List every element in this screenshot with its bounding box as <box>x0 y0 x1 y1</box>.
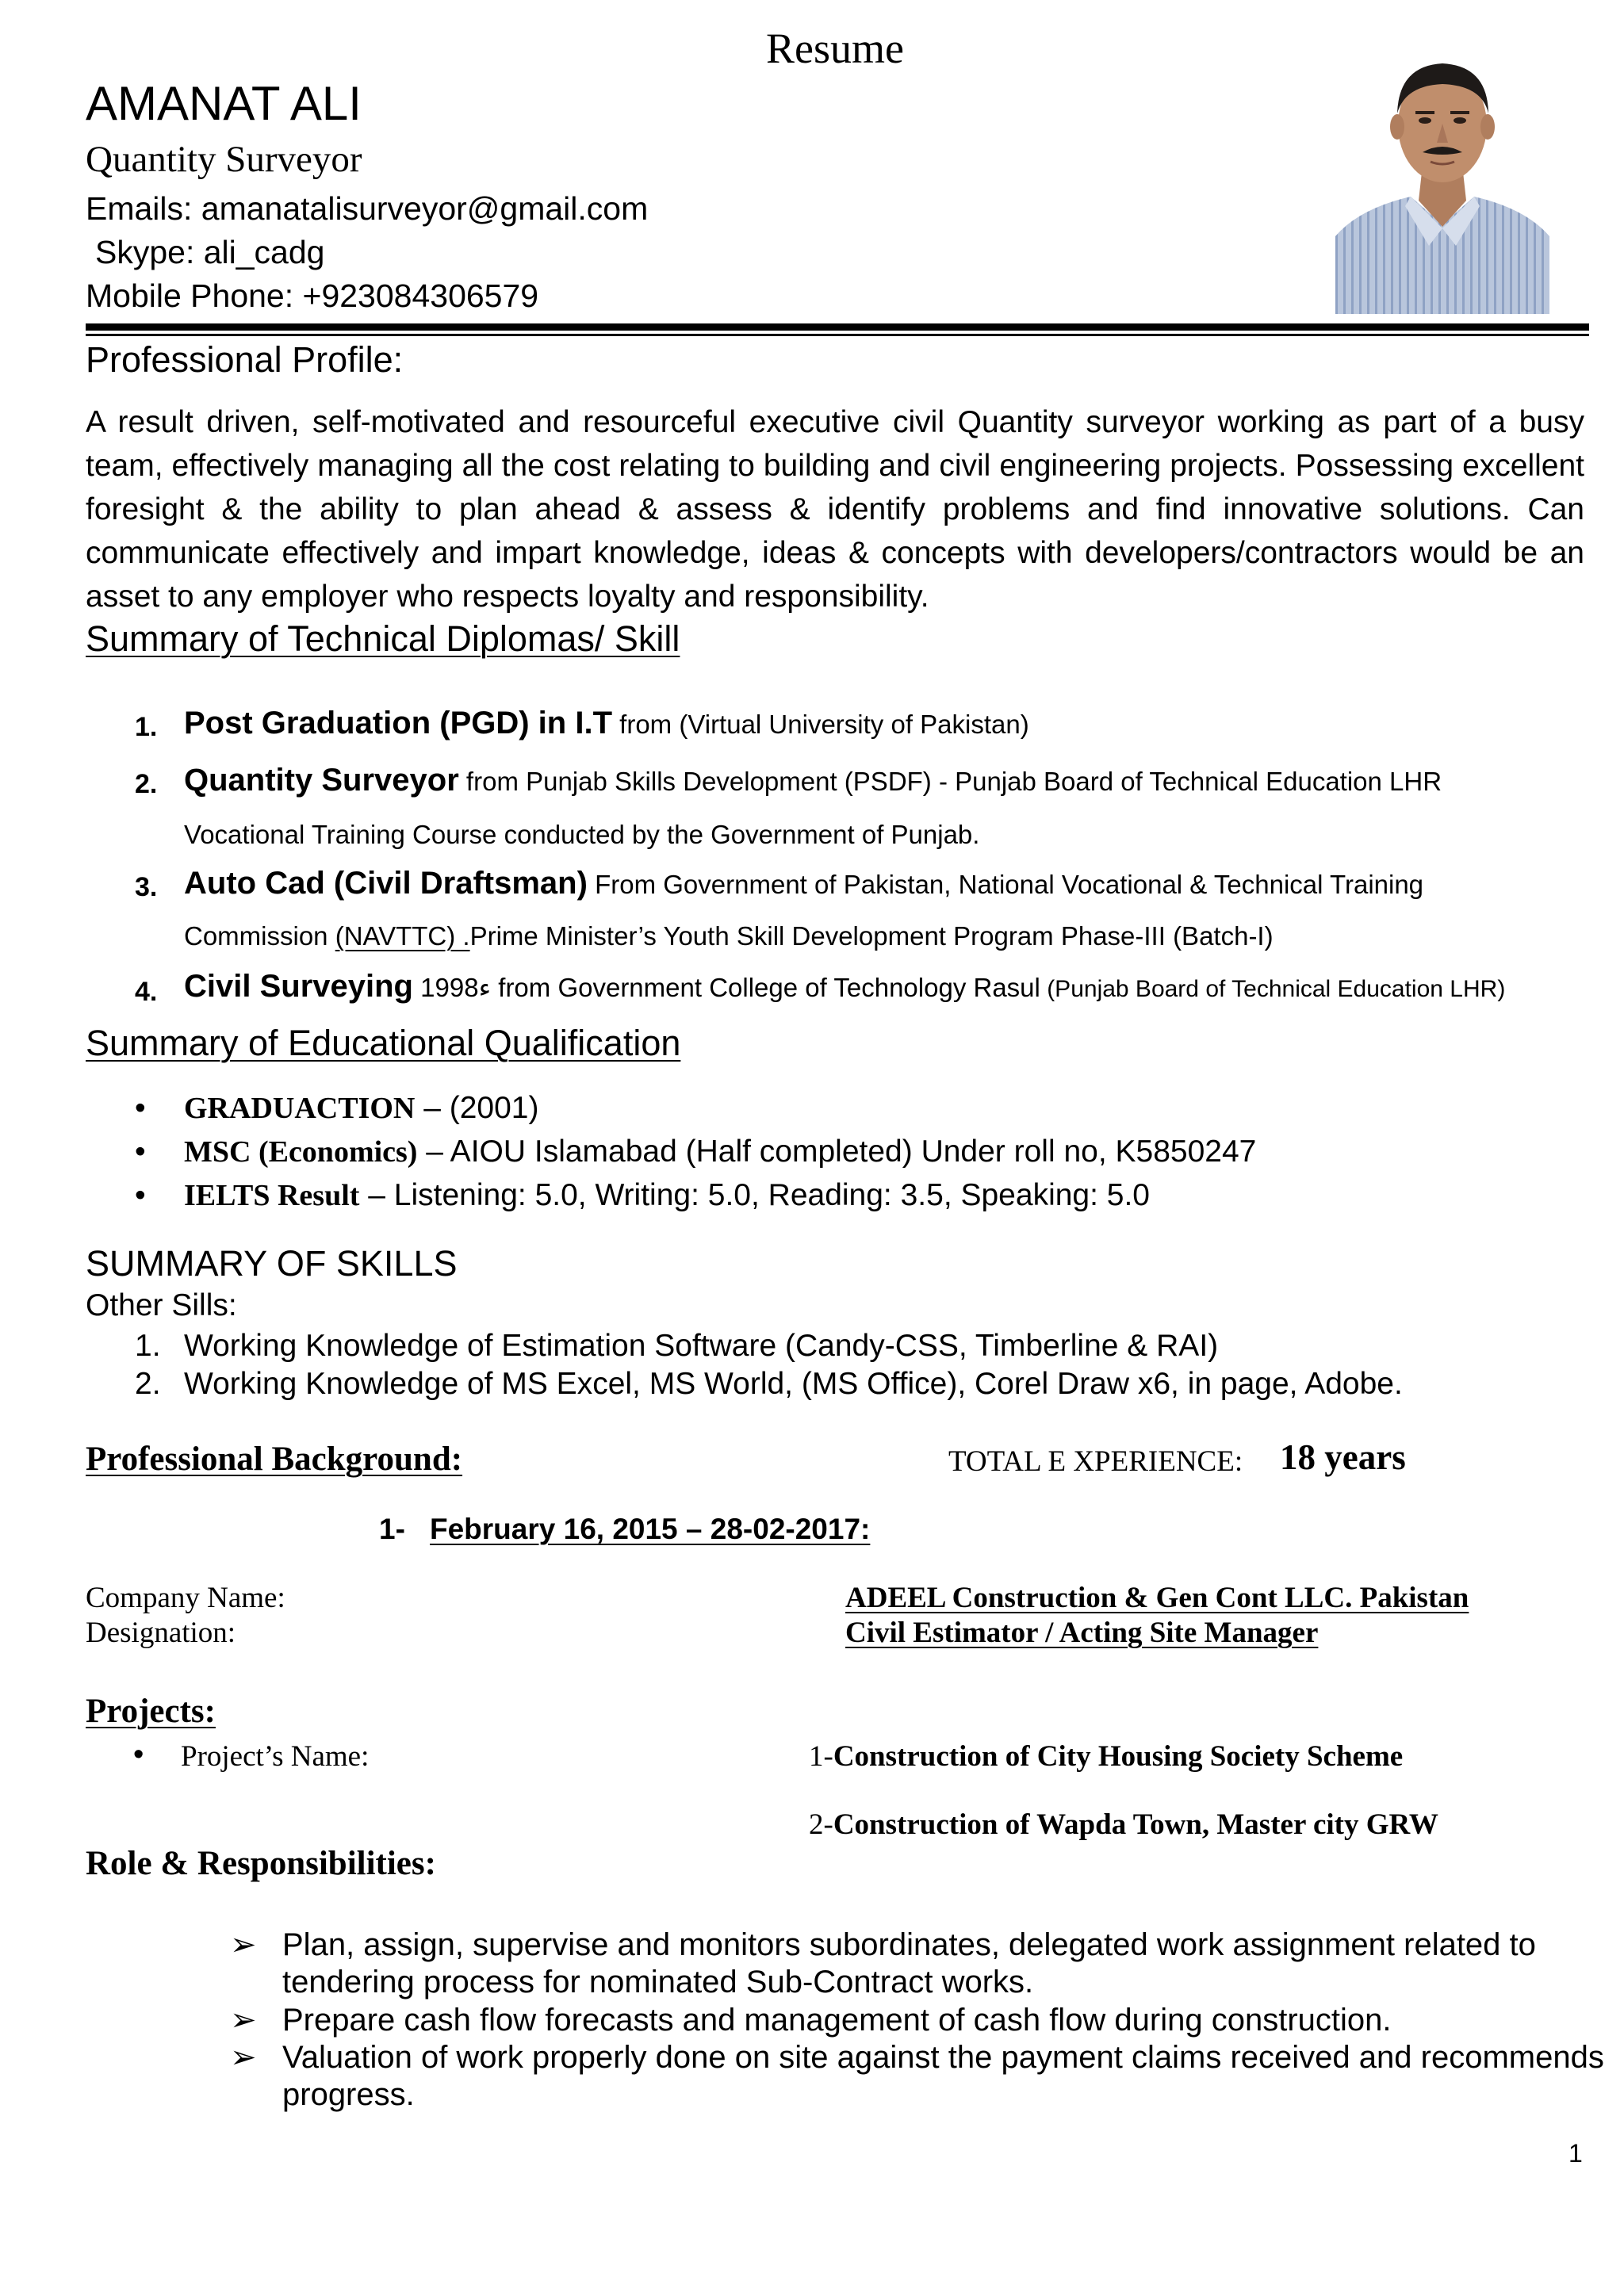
diploma-number: 1. <box>135 712 158 742</box>
candidate-name: AMANAT ALI <box>86 77 362 130</box>
skill-item <box>135 1367 1403 1402</box>
skills-heading: SUMMARY OF SKILLS <box>86 1243 458 1284</box>
bullet-icon: • <box>135 1178 146 1212</box>
diploma-number: 3. <box>135 872 158 902</box>
diploma-item <box>184 706 1029 741</box>
arrow-bullet-icon: ➢ <box>230 2040 257 2075</box>
project-item <box>809 1739 1403 1774</box>
project-name-label: Project’s Name: <box>181 1740 370 1773</box>
profile-photo <box>1335 38 1549 314</box>
diploma-cont-pre: Commission <box>184 921 335 951</box>
responsibility-text: Prepare cash flow forecasts and management of cash flow during construction. <box>282 2003 1392 2038</box>
skill-item <box>135 1329 1219 1364</box>
education-heading: Summary of Educational Qualification <box>86 1023 681 1063</box>
company-label: Company Name: <box>86 1582 285 1614</box>
diploma-number: 4. <box>135 977 158 1007</box>
education-value: – AIOU Islamabad (Half completed) Under roll no, K5850247 <box>417 1135 1257 1169</box>
diploma-title: Quantity Surveyor <box>184 763 459 798</box>
education-value: – (2001) <box>415 1091 539 1125</box>
diploma-title: Auto Cad (Civil Draftsman) <box>184 866 588 901</box>
diploma-title: Civil Surveying <box>184 969 413 1004</box>
diploma-detail: from Punjab Skills Development (PSDF) - Punjab Board of Technical Education LHR <box>458 767 1442 796</box>
profile-heading: Professional Profile: <box>86 339 404 380</box>
designation-value: Civil Estimator / Acting Site Manager <box>845 1617 1319 1649</box>
diploma-detail: From Government of Pakistan, National Vocational & Technical Training <box>587 870 1424 899</box>
project-number: 1- <box>809 1740 833 1773</box>
arrow-bullet-icon: ➢ <box>230 2003 257 2038</box>
bullet-icon: • <box>135 1091 146 1125</box>
diploma-item <box>184 969 1505 1004</box>
skill-text: Working Knowledge of MS Excel, MS World, (MS Office), Corel Draw x6, in page, Adobe. <box>184 1367 1403 1401</box>
bullet-icon: • <box>133 1738 144 1771</box>
diplomas-heading: Summary of Technical Diplomas/ Skill <box>86 618 680 659</box>
project-number: 2- <box>809 1808 833 1841</box>
experience-label: TOTAL E XPERIENCE: <box>948 1445 1243 1478</box>
diploma-detail: from (Virtual University of Pakistan) <box>612 710 1029 739</box>
diploma-item <box>184 866 1423 901</box>
period-dates: February 16, 2015 – 28-02-2017: <box>430 1513 871 1545</box>
email-line: Emails: amanatalisurveyor@gmail.com <box>86 190 649 227</box>
company-value: ADEEL Construction & Gen Cont LLC. Pakistan <box>845 1582 1469 1614</box>
skill-number: 2. <box>135 1367 161 1401</box>
diploma-number: 2. <box>135 769 158 799</box>
background-heading: Professional Background: <box>86 1441 463 1478</box>
education-label: MSC (Economics) <box>184 1135 418 1169</box>
page-number: 1 <box>1568 2139 1583 2168</box>
education-label: IELTS Result <box>184 1179 360 1212</box>
education-label: GRADUACTION <box>184 1092 416 1125</box>
diploma-cont-post: Prime Minister’s Youth Skill Development Program Phase-III (Batch-I) <box>469 921 1274 951</box>
period-number: 1- <box>379 1513 405 1545</box>
candidate-role: Quantity Surveyor <box>86 139 362 180</box>
diploma-detail: ء1998 from Government College of Technology Rasul <box>412 973 1040 1002</box>
responsibility-text: Valuation of work properly done on site against the payment claims received and recommends progress. <box>282 2040 1604 2112</box>
diploma-detail-small: (Punjab Board of Technical Education LHR) <box>1040 976 1506 1002</box>
role-heading: Role & Responsibilities: <box>86 1845 436 1882</box>
profile-paragraph: A result driven, self-motivated and resourceful executive civil Quantity surveyor working as part of a busy team, effectively managing all the cost relating to building and civil engineering projects. Possessing excellent foresight & the ability to plan ahead & assess & identify problems and find innovative solutions. Can communicate effectively and impart knowledge, ideas & concepts with developers/contractors would be an asset to any employer who respects loyalty and responsibility. <box>86 405 1584 614</box>
education-value: – Listening: 5.0, Writing: 5.0, Reading: 3.5, Speaking: 5.0 <box>359 1178 1150 1212</box>
responsibility-text: Plan, assign, supervise and monitors subordinates, delegated work assignment related to tendering process for nominated Sub-Contract works. <box>282 1927 1536 1999</box>
skill-text: Working Knowledge of Estimation Software (Candy-CSS, Timberline & RAI) <box>184 1329 1219 1363</box>
navttc-link: (NAVTTC) . <box>335 921 470 951</box>
project-name: Construction of City Housing Society Scheme <box>833 1740 1404 1773</box>
document-title: Resume <box>766 25 904 72</box>
diploma-continuation: Vocational Training Course conducted by the Government of Punjab. <box>184 820 980 849</box>
diploma-item <box>184 763 1442 798</box>
skill-number: 1. <box>135 1329 161 1363</box>
header-rule-thin <box>86 334 1589 336</box>
project-item <box>809 1808 1438 1842</box>
arrow-bullet-icon: ➢ <box>230 1927 257 1962</box>
experience-value: 18 years <box>1280 1437 1406 1477</box>
phone-line: Mobile Phone: +923084306579 <box>86 277 539 314</box>
project-name: Construction of Wapda Town, Master city GRW <box>833 1808 1438 1841</box>
designation-label: Designation: <box>86 1617 236 1649</box>
other-skills-label: Other Sills: <box>86 1288 237 1322</box>
skype-line: Skype: ali_cadg <box>95 234 325 270</box>
header-rule-thick <box>86 323 1589 331</box>
diploma-title: Post Graduation (PGD) in I.T <box>184 706 612 740</box>
diploma-continuation <box>184 921 1274 951</box>
projects-heading: Projects: <box>86 1693 216 1730</box>
bullet-icon: • <box>135 1135 146 1169</box>
